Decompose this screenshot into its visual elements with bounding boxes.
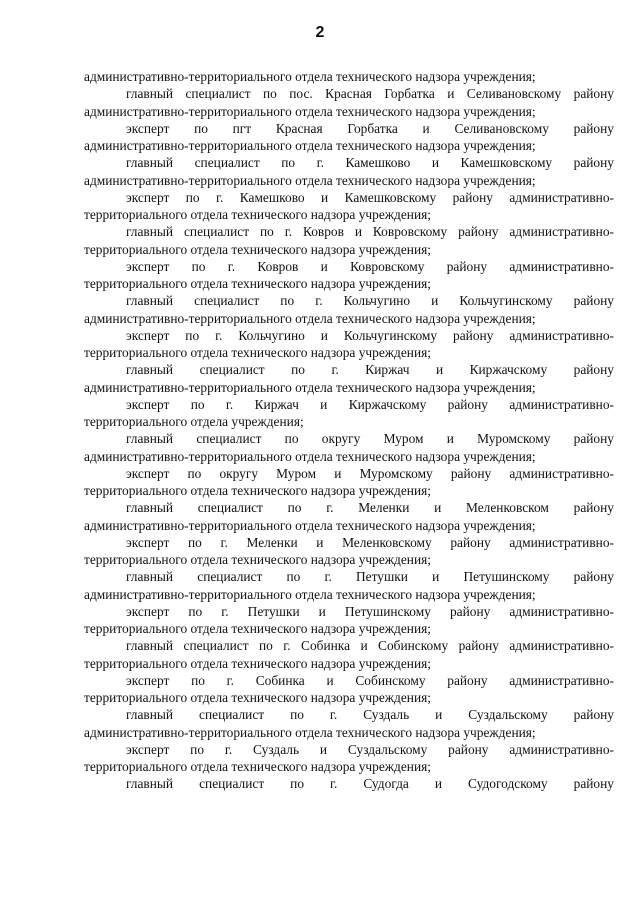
text-line: территориального отдела технического надзора учреждения; bbox=[84, 552, 432, 567]
text-line: главный специалист по округу Муром и Муромскому району bbox=[126, 431, 614, 447]
text-line: административно-территориального отдела технического надзора учреждения; bbox=[84, 138, 536, 153]
text-line: административно-территориального отдела технического надзора учреждения; bbox=[84, 448, 536, 464]
text-line: эксперт по г. Ковров и Ковровскому району административно- bbox=[126, 258, 614, 274]
text-line: административно-территориального отдела технического надзора учреждения; bbox=[84, 103, 536, 119]
text-line: эксперт по г. Петушки и Петушинскому району административно- bbox=[126, 603, 614, 619]
text-line: главный специалист по г. Ковров и Ковровскому району административно- bbox=[126, 224, 614, 240]
text-line: территориального отдела технического надзора учреждения; bbox=[84, 241, 432, 257]
text-line: территориального отдела технического надзора учреждения; bbox=[84, 276, 432, 291]
text-line: территориального отдела технического надзора учреждения; bbox=[84, 483, 432, 498]
text-line: территориального отдела технического надзора учреждения; bbox=[84, 655, 432, 671]
text-line: главный специалист по г. Камешково и Камешковскому району bbox=[126, 155, 614, 171]
text-line: административно-территориального отдела технического надзора учреждения; bbox=[84, 724, 536, 740]
text-line: эксперт по г. Киржач и Киржачскому району административно- bbox=[126, 396, 614, 412]
text-line: административно-территориального отдела технического надзора учреждения; bbox=[84, 517, 536, 533]
text-line: административно-территориального отдела технического надзора учреждения; bbox=[84, 586, 536, 602]
text-line: главный специалист по г. Суздаль и Суздальскому району bbox=[126, 707, 614, 723]
text-line: главный специалист по г. Собинка и Собинскому району административно- bbox=[126, 638, 614, 654]
text-line: главный специалист по г. Меленки и Меленковском району bbox=[126, 500, 614, 516]
text-line: эксперт по г. Собинка и Собинскому району административно- bbox=[126, 672, 614, 688]
text-line: эксперт по пгт Красная Горбатка и Селивановскому району bbox=[126, 120, 614, 136]
text-line: эксперт по г. Суздаль и Суздальскому району административно- bbox=[126, 741, 614, 757]
text-line: административно-территориального отдела технического надзора учреждения; bbox=[84, 172, 536, 188]
text-line: эксперт по округу Муром и Муромскому району административно- bbox=[126, 465, 614, 481]
text-line: эксперт по г. Меленки и Меленковскому району административно- bbox=[126, 534, 614, 550]
text-line: главный специалист по г. Судогда и Судогодскому району bbox=[126, 776, 614, 792]
text-line: административно-территориального отдела технического надзора учреждения; bbox=[84, 69, 536, 84]
body-text bbox=[84, 68, 614, 793]
text-line: эксперт по г. Кольчугино и Кольчугинскому району административно- bbox=[126, 327, 614, 343]
text-line: административно-территориального отдела технического надзора учреждения; bbox=[84, 310, 536, 326]
text-line: территориального отдела технического надзора учреждения; bbox=[84, 207, 432, 222]
text-line: территориального отдела технического надзора учреждения; bbox=[84, 345, 432, 360]
text-line: главный специалист по пос. Красная Горбатка и Селивановскому району bbox=[126, 86, 614, 102]
text-line: главный специалист по г. Кольчугино и Кольчугинскому району bbox=[126, 293, 614, 309]
text-line: территориального отдела технического надзора учреждения; bbox=[84, 621, 432, 636]
text-line: главный специалист по г. Петушки и Петушинскому району bbox=[126, 569, 614, 585]
text-line: административно-территориального отдела технического надзора учреждения; bbox=[84, 379, 536, 395]
text-line: территориального отдела учреждения; bbox=[84, 414, 304, 429]
text-line: территориального отдела технического надзора учреждения; bbox=[84, 759, 432, 774]
text-line: территориального отдела технического надзора учреждения; bbox=[84, 690, 432, 705]
page-number: 2 bbox=[315, 24, 325, 41]
text-line: главный специалист по г. Киржач и Киржачскому району bbox=[126, 362, 614, 378]
text-line: эксперт по г. Камешково и Камешковскому району административно- bbox=[126, 189, 614, 205]
